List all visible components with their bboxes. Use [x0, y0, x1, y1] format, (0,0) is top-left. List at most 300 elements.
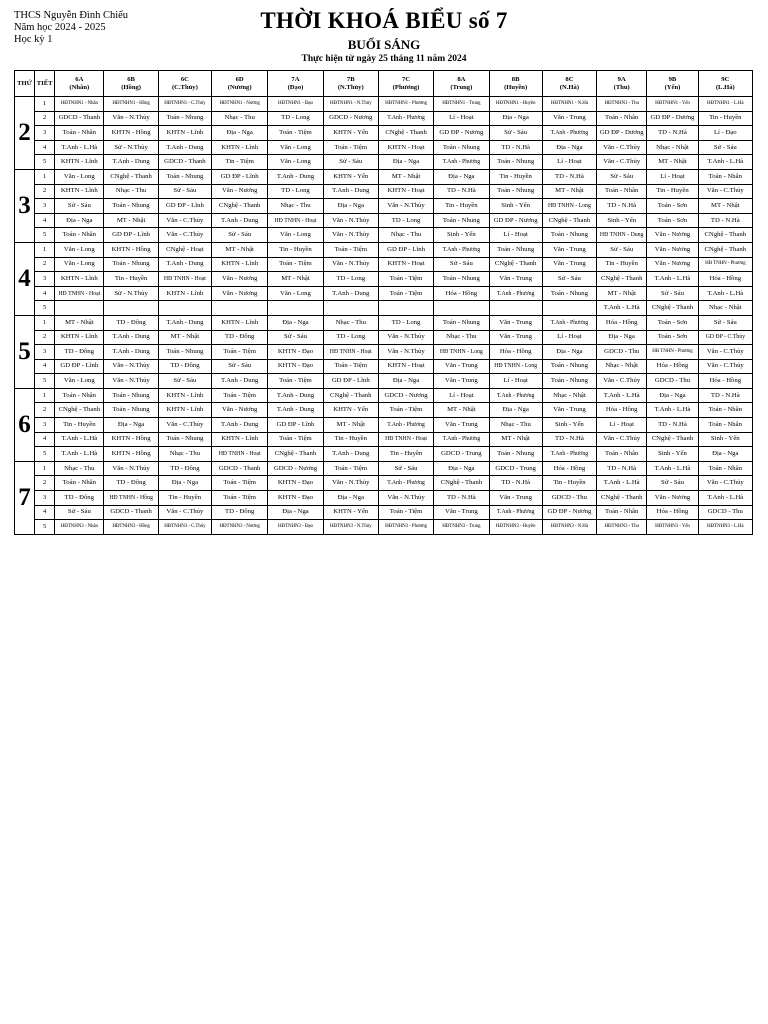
lesson-cell: Toán - Sơn	[647, 199, 698, 214]
lesson-cell: Địa - Nga	[434, 461, 489, 476]
lesson-cell: Văn - Nương	[647, 491, 698, 506]
school-term: Học kỳ 1	[14, 34, 53, 45]
period-row	[15, 461, 753, 476]
lesson-cell: Tin - Huyền	[698, 111, 752, 126]
lesson-cell: Toán - Tiệm	[212, 491, 268, 506]
lesson-cell: Lí - Hoạt	[434, 388, 489, 403]
lesson-cell: Địa - Nga	[268, 505, 323, 520]
lesson-cell: TD - Long	[268, 111, 323, 126]
lesson-cell: Nhạc - Nhật	[597, 359, 647, 374]
class-header	[489, 71, 542, 97]
lesson-cell: Văn - Long	[268, 140, 323, 155]
lesson-cell: Văn - Long	[55, 374, 104, 389]
lesson-cell: Toán - Tiệm	[323, 461, 378, 476]
lesson-cell: Nhạc - Thu	[378, 228, 433, 243]
lesson-cell: Văn - Nương	[212, 184, 268, 199]
period-number: 3	[35, 345, 55, 360]
lesson-cell: HĐ TNHN - Long	[542, 199, 596, 214]
lesson-cell: GD ĐP - Nương	[542, 505, 596, 520]
lesson-cell: Văn - N.Thủy	[323, 228, 378, 243]
lesson-cell: Toán - Nhung	[434, 213, 489, 228]
lesson-cell: T.Anh - Dung	[212, 213, 268, 228]
class-name: 7C	[402, 75, 411, 83]
lesson-cell	[158, 301, 211, 316]
lesson-cell: KHTN - Hồng	[104, 447, 158, 462]
lesson-cell: HĐTNHN3 - L.Hà	[698, 520, 752, 535]
lesson-cell: GD ĐP - Nương	[489, 213, 542, 228]
lesson-cell: Địa - Nga	[698, 447, 752, 462]
lesson-cell: CNghệ - Thanh	[647, 301, 698, 316]
lesson-cell: T.Anh - Phương	[542, 315, 596, 330]
period-row	[15, 242, 753, 257]
lesson-cell: Lí - Hoạt	[542, 155, 596, 170]
day-number: 3	[15, 169, 35, 242]
lesson-cell: Toán - Nhung	[158, 432, 211, 447]
class-name: 7B	[346, 75, 355, 83]
lesson-cell: Địa - Nga	[378, 374, 433, 389]
lesson-cell: Lí - Hoạt	[597, 418, 647, 433]
period-row	[15, 286, 753, 301]
lesson-cell: HĐ TNHN - Long	[434, 345, 489, 360]
class-header	[104, 71, 158, 97]
lesson-cell: TD - N.Hà	[597, 461, 647, 476]
period-number: 4	[35, 505, 55, 520]
lesson-cell: GD ĐP - Lĩnh	[55, 359, 104, 374]
lesson-cell: GD ĐP - Dương	[597, 126, 647, 141]
lesson-cell: Sử - Sáu	[378, 461, 433, 476]
lesson-cell: Toán - Tiệm	[268, 257, 323, 272]
lesson-cell: Văn - C.Thủy	[597, 374, 647, 389]
class-header	[542, 71, 596, 97]
lesson-cell: HĐTNHN3 - Nương	[212, 520, 268, 535]
lesson-cell: Tin - Huyền	[647, 184, 698, 199]
lesson-cell: T.Anh - Dung	[158, 257, 211, 272]
lesson-cell: Địa - Nga	[158, 476, 211, 491]
lesson-cell: Địa - Nga	[489, 111, 542, 126]
lesson-cell: Văn - Nương	[212, 403, 268, 418]
period-number: 4	[35, 286, 55, 301]
lesson-cell: Văn - C.Thủy	[698, 345, 752, 360]
lesson-cell: Văn - C.Thủy	[597, 155, 647, 170]
class-header	[268, 71, 323, 97]
lesson-cell: T.Anh - Dung	[104, 155, 158, 170]
period-row	[15, 359, 753, 374]
lesson-cell: Văn - Long	[268, 286, 323, 301]
lesson-cell: KHTN - Lĩnh	[158, 403, 211, 418]
period-column-header: TIẾT	[35, 71, 55, 97]
lesson-cell: Địa - Nga	[104, 418, 158, 433]
lesson-cell: Sử - Sáu	[212, 228, 268, 243]
lesson-cell: Toán - Nhân	[698, 169, 752, 184]
lesson-cell: TD - N.Hà	[647, 418, 698, 433]
lesson-cell: CNghệ - Thanh	[378, 126, 433, 141]
period-number: 3	[35, 272, 55, 287]
lesson-cell: KHTN - Yến	[323, 126, 378, 141]
lesson-cell: TD - N.Hà	[542, 169, 596, 184]
lesson-cell: Văn - N.Thủy	[378, 330, 433, 345]
lesson-cell: CNghệ - Thanh	[542, 213, 596, 228]
lesson-cell: Toán - Nhân	[597, 111, 647, 126]
lesson-cell: Sử - N.Thủy	[104, 140, 158, 155]
lesson-cell: Toán - Nhân	[597, 505, 647, 520]
lesson-cell: T.Anh - Dung	[323, 184, 378, 199]
period-row	[15, 272, 753, 287]
lesson-cell: T.Anh - Dung	[104, 330, 158, 345]
lesson-cell: Văn - Trung	[489, 315, 542, 330]
lesson-cell: MT - Nhật	[489, 432, 542, 447]
lesson-cell: Sử - Sáu	[268, 330, 323, 345]
lesson-cell: Toán - Nhung	[104, 199, 158, 214]
lesson-cell: Sử - Sáu	[434, 257, 489, 272]
lesson-cell: HĐTNHN1 - Nương	[212, 97, 268, 112]
lesson-cell: Sử - Sáu	[55, 505, 104, 520]
lesson-cell: Tin - Huyền	[158, 491, 211, 506]
lesson-cell: Nhạc - Thu	[434, 330, 489, 345]
lesson-cell: TD - Đông	[212, 330, 268, 345]
lesson-cell: Tin - Huyền	[542, 476, 596, 491]
period-number: 1	[35, 169, 55, 184]
lesson-cell: Nhạc - Thu	[104, 184, 158, 199]
lesson-cell: MT - Nhật	[597, 286, 647, 301]
lesson-cell: T.Anh - L.Hà	[647, 403, 698, 418]
day-number: 6	[15, 388, 35, 461]
lesson-cell: Văn - C.Thủy	[698, 184, 752, 199]
lesson-cell: Toán - Nhung	[104, 388, 158, 403]
lesson-cell: Toán - Tiệm	[268, 126, 323, 141]
lesson-cell: Văn - N.Thủy	[378, 491, 433, 506]
lesson-cell: MT - Nhật	[55, 315, 104, 330]
lesson-cell: TD - N.Hà	[698, 388, 752, 403]
lesson-cell: Toán - Tiệm	[212, 388, 268, 403]
lesson-cell: Địa - Nga	[378, 155, 433, 170]
class-header	[647, 71, 698, 97]
lesson-cell: Sử - Sáu	[323, 155, 378, 170]
lesson-cell: Nhạc - Thu	[323, 315, 378, 330]
period-row	[15, 403, 753, 418]
period-row	[15, 388, 753, 403]
lesson-cell: Lí - Hoạt	[542, 330, 596, 345]
period-number: 1	[35, 461, 55, 476]
lesson-cell: Tin - Huyền	[378, 447, 433, 462]
lesson-cell: Địa - Nga	[55, 213, 104, 228]
lesson-cell: Văn - N.Thủy	[104, 111, 158, 126]
period-number: 4	[35, 432, 55, 447]
lesson-cell: GDCD - Thanh	[104, 505, 158, 520]
lesson-cell: Sử - Sáu	[158, 184, 211, 199]
lesson-cell: Sử - Sáu	[647, 286, 698, 301]
class-header	[378, 71, 433, 97]
lesson-cell: Sử - Sáu	[212, 359, 268, 374]
period-row	[15, 447, 753, 462]
lesson-cell: Toán - Nhung	[542, 374, 596, 389]
lesson-cell: T.Anh - L.Hà	[698, 286, 752, 301]
lesson-cell: T.Anh - Dung	[268, 403, 323, 418]
day-number: 2	[15, 97, 35, 170]
lesson-cell: Toán - Sơn	[647, 330, 698, 345]
period-number: 3	[35, 199, 55, 214]
period-number: 5	[35, 374, 55, 389]
lesson-cell: MT - Nhật	[647, 155, 698, 170]
lesson-cell: Văn - N.Thủy	[323, 257, 378, 272]
lesson-cell: TD - Đông	[104, 476, 158, 491]
class-name: 9B	[668, 75, 677, 83]
lesson-cell: TD - Đông	[158, 359, 211, 374]
lesson-cell: T.Anh - L.Hà	[55, 432, 104, 447]
lesson-cell: CNghệ - Thanh	[597, 272, 647, 287]
lesson-cell: CNghệ - Thanh	[104, 169, 158, 184]
lesson-cell: Hóa - Hồng	[647, 505, 698, 520]
lesson-cell	[268, 301, 323, 316]
class-header	[698, 71, 752, 97]
lesson-cell: T.Anh - Phương	[378, 111, 433, 126]
lesson-cell: T.Anh - L.Hà	[698, 491, 752, 506]
lesson-cell: Lí - Hoạt	[434, 111, 489, 126]
lesson-cell: Sử - Sáu	[158, 374, 211, 389]
homeroom-teacher: (Thu)	[613, 83, 630, 91]
lesson-cell: TD - Đông	[212, 505, 268, 520]
lesson-cell: HĐTNHN1 - N.Thủy	[323, 97, 378, 112]
lesson-cell: Toán - Tiệm	[212, 476, 268, 491]
lesson-cell: Sinh - Yến	[434, 228, 489, 243]
lesson-cell: CNghệ - Thanh	[489, 257, 542, 272]
lesson-cell: Văn - Nương	[647, 228, 698, 243]
homeroom-teacher: (L.Hà)	[715, 83, 735, 91]
lesson-cell: TD - N.Hà	[647, 126, 698, 141]
lesson-cell: HĐ TNHN - Hoạt	[158, 272, 211, 287]
lesson-cell: GD ĐP - Lĩnh	[158, 199, 211, 214]
lesson-cell: Toán - Sơn	[647, 315, 698, 330]
lesson-cell: Toán - Nhung	[542, 359, 596, 374]
lesson-cell: GD ĐP - Lĩnh	[378, 242, 433, 257]
lesson-cell: GD ĐP - Lĩnh	[212, 169, 268, 184]
period-number: 1	[35, 242, 55, 257]
lesson-cell: HĐ TNHN - Hoạt	[212, 447, 268, 462]
period-number: 2	[35, 111, 55, 126]
timetable	[14, 70, 753, 535]
lesson-cell: Văn - Long	[268, 155, 323, 170]
lesson-cell: HĐTNHN1 - Yến	[647, 97, 698, 112]
lesson-cell: Tin - Huyền	[489, 169, 542, 184]
lesson-cell: Toán - Nhung	[158, 169, 211, 184]
lesson-cell: MT - Nhật	[268, 272, 323, 287]
lesson-cell: Văn - Nương	[647, 242, 698, 257]
lesson-cell: KHTN - Hồng	[104, 432, 158, 447]
lesson-cell: GD ĐP - Lĩnh	[104, 228, 158, 243]
lesson-cell: Văn - Trung	[542, 257, 596, 272]
period-number: 5	[35, 301, 55, 316]
lesson-cell: Sinh - Yến	[542, 418, 596, 433]
lesson-cell: GDCD - Nương	[378, 388, 433, 403]
lesson-cell	[212, 301, 268, 316]
homeroom-teacher: (N.Hà)	[559, 83, 580, 91]
lesson-cell: Tin - Huyền	[55, 418, 104, 433]
lesson-cell: Địa - Nga	[212, 126, 268, 141]
lesson-cell: T.Anh - L.Hà	[55, 140, 104, 155]
lesson-cell: Văn - Trung	[434, 359, 489, 374]
period-row	[15, 476, 753, 491]
lesson-cell: Nhạc - Thu	[55, 461, 104, 476]
lesson-cell: CNghệ - Thanh	[55, 403, 104, 418]
lesson-cell: GDCD - Nương	[268, 461, 323, 476]
lesson-cell: T.Anh - Dung	[268, 169, 323, 184]
class-header	[55, 71, 104, 97]
homeroom-teacher: (Nương)	[227, 83, 252, 91]
lesson-cell: GDCD - Thanh	[158, 155, 211, 170]
lesson-cell: T.Anh - Phương	[378, 476, 433, 491]
lesson-cell: Văn - Trung	[489, 330, 542, 345]
lesson-cell: TD - N.Hà	[489, 140, 542, 155]
lesson-cell: CNghệ - Hoạt	[158, 242, 211, 257]
lesson-cell: Sinh - Yến	[597, 213, 647, 228]
period-row	[15, 169, 753, 184]
lesson-cell: Văn - Trung	[434, 418, 489, 433]
class-name: 6D	[235, 75, 244, 83]
homeroom-teacher: (Phương)	[392, 83, 420, 91]
lesson-cell: HĐTNHN1 - Hồng	[104, 97, 158, 112]
lesson-cell: Văn - Trung	[434, 374, 489, 389]
header-row	[15, 71, 753, 97]
lesson-cell: KHTN - Lĩnh	[212, 140, 268, 155]
lesson-cell: Sử - Sáu	[597, 242, 647, 257]
lesson-cell: Toán - Nhân	[698, 461, 752, 476]
lesson-cell: KHTN - Lĩnh	[158, 286, 211, 301]
lesson-cell: CNghệ - Thanh	[323, 388, 378, 403]
lesson-cell: Toán - Nhung	[434, 315, 489, 330]
period-number: 2	[35, 257, 55, 272]
lesson-cell: KHTN - Hoạt	[378, 359, 433, 374]
lesson-cell: Văn - C.Thủy	[158, 505, 211, 520]
lesson-cell: T.Anh - Phương	[489, 388, 542, 403]
lesson-cell: Văn - N.Thủy	[378, 199, 433, 214]
lesson-cell: Sinh - Yến	[489, 199, 542, 214]
lesson-cell: HĐ TNHN - Hoạt	[268, 213, 323, 228]
lesson-cell	[542, 301, 596, 316]
lesson-cell: Văn - C.Thủy	[158, 228, 211, 243]
lesson-cell: Tin - Huyền	[104, 272, 158, 287]
lesson-cell: Toán - Tiệm	[378, 403, 433, 418]
lesson-cell: KHTN - Lĩnh	[55, 155, 104, 170]
lesson-cell: Văn - N.Thủy	[104, 359, 158, 374]
period-number: 3	[35, 418, 55, 433]
lesson-cell: Văn - C.Thủy	[698, 359, 752, 374]
lesson-cell: T.Anh - Dung	[268, 388, 323, 403]
lesson-cell: HĐ TNHN - Phương	[647, 345, 698, 360]
class-name: 7A	[291, 75, 300, 83]
lesson-cell: Văn - Long	[55, 257, 104, 272]
lesson-cell: TD - N.Hà	[542, 432, 596, 447]
lesson-cell: Văn - Nương	[212, 272, 268, 287]
lesson-cell: Địa - Nga	[489, 403, 542, 418]
lesson-cell	[378, 301, 433, 316]
lesson-cell: HĐTNHN3 - Thu	[597, 520, 647, 535]
lesson-cell: Sử - Sáu	[597, 169, 647, 184]
page-title: THỜI KHOÁ BIỂU số 7	[260, 8, 508, 33]
period-number: 4	[35, 213, 55, 228]
lesson-cell: T.Anh - Dung	[323, 447, 378, 462]
lesson-cell: T.Anh - Phương	[434, 242, 489, 257]
lesson-cell: TD - Long	[268, 184, 323, 199]
period-row	[15, 520, 753, 535]
lesson-cell: Toán - Nhân	[55, 476, 104, 491]
lesson-cell: KHTN - Lĩnh	[212, 315, 268, 330]
lesson-cell: Toán - Tiệm	[323, 359, 378, 374]
lesson-cell: TD - Đông	[104, 315, 158, 330]
lesson-cell: MT - Nhật	[542, 184, 596, 199]
lesson-cell: TD - N.Hà	[434, 184, 489, 199]
lesson-cell: HĐ TNHN - Hồng	[104, 491, 158, 506]
period-number: 5	[35, 447, 55, 462]
period-row	[15, 97, 753, 112]
lesson-cell: Sử - N.Thủy	[104, 286, 158, 301]
lesson-cell: HĐTNHN1 - Phương	[378, 97, 433, 112]
lesson-cell: Địa - Nga	[268, 315, 323, 330]
class-header	[158, 71, 211, 97]
lesson-cell: Văn - C.Thủy	[698, 476, 752, 491]
lesson-cell: KHTN - Lĩnh	[55, 272, 104, 287]
lesson-cell: Văn - C.Thủy	[158, 418, 211, 433]
lesson-cell: Toán - Nhân	[597, 447, 647, 462]
lesson-cell: Văn - C.Thủy	[597, 432, 647, 447]
lesson-cell: KHTN - Đạo	[268, 345, 323, 360]
class-header	[323, 71, 378, 97]
lesson-cell: T.Anh - Phương	[378, 418, 433, 433]
lesson-cell: HĐTNHN3 - Trung	[434, 520, 489, 535]
lesson-cell: T.Anh - Dung	[158, 140, 211, 155]
lesson-cell: GDCD - Trung	[434, 447, 489, 462]
class-name: 6C	[180, 75, 189, 83]
period-number: 4	[35, 140, 55, 155]
lesson-cell: Toán - Nhung	[489, 184, 542, 199]
homeroom-teacher: (Trung)	[450, 83, 473, 91]
lesson-cell: Văn - N.Thủy	[323, 476, 378, 491]
period-row	[15, 432, 753, 447]
day-number: 7	[15, 461, 35, 534]
lesson-cell: Toán - Nhung	[104, 257, 158, 272]
lesson-cell: Toán - Tiệm	[378, 505, 433, 520]
homeroom-teacher: (C.Thủy)	[171, 83, 198, 91]
lesson-cell	[55, 301, 104, 316]
lesson-cell: Toán - Nhân	[55, 388, 104, 403]
lesson-cell: Văn - Trung	[489, 491, 542, 506]
homeroom-teacher: (Đạo)	[287, 83, 304, 91]
class-name: 8A	[457, 75, 466, 83]
period-row	[15, 199, 753, 214]
lesson-cell: Toán - Nhân	[597, 184, 647, 199]
lesson-cell: TD - N.Hà	[489, 476, 542, 491]
lesson-cell: HĐTNHN3 - C.Thủy	[158, 520, 211, 535]
class-name: 6A	[75, 75, 84, 83]
lesson-cell: HĐTNHN3 - Hồng	[104, 520, 158, 535]
homeroom-teacher: (N.Thủy)	[337, 83, 364, 91]
lesson-cell: Hóa - Hồng	[647, 359, 698, 374]
lesson-cell: MT - Nhật	[323, 418, 378, 433]
lesson-cell: HĐ TNHN - Hoạt	[323, 345, 378, 360]
period-number: 2	[35, 476, 55, 491]
lesson-cell: Văn - Long	[55, 242, 104, 257]
lesson-cell: Toán - Nhung	[489, 242, 542, 257]
lesson-cell: GDCD - Thu	[542, 491, 596, 506]
lesson-cell: Toán - Nhung	[489, 155, 542, 170]
lesson-cell: Nhạc - Thu	[212, 111, 268, 126]
lesson-cell: TD - Đông	[158, 461, 211, 476]
lesson-cell: T.Anh - L.Hà	[647, 461, 698, 476]
lesson-cell: Toán - Nhân	[698, 418, 752, 433]
lesson-cell: CNghệ - Thanh	[597, 491, 647, 506]
lesson-cell: Lí - Hoạt	[647, 169, 698, 184]
day-column-header: THỨ	[15, 71, 35, 97]
lesson-cell: T.Anh - Dung	[212, 418, 268, 433]
period-number: 2	[35, 403, 55, 418]
